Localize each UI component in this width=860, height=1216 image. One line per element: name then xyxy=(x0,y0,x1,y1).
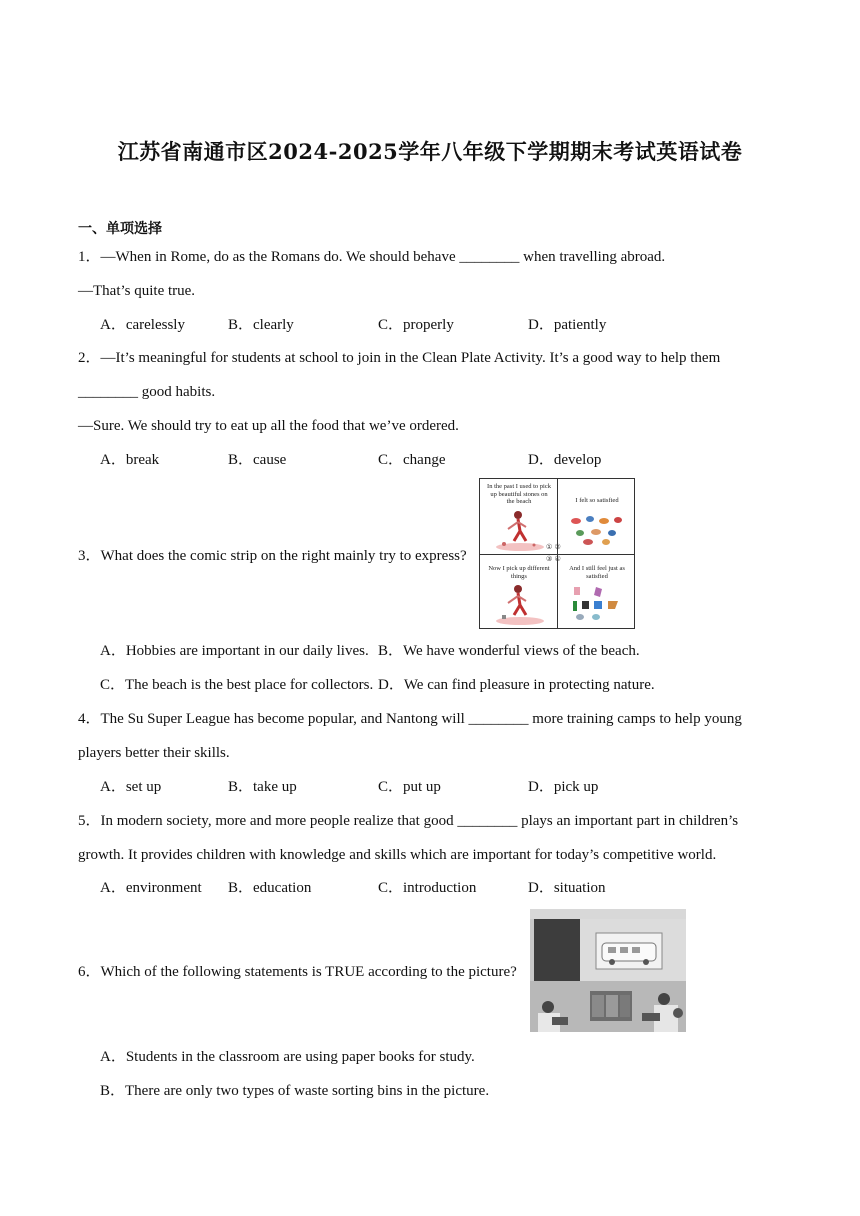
comic-panel-numbers-top: ① ② xyxy=(546,543,561,551)
q3-option-a[interactable]: A．Hobbies are important in our daily lives. xyxy=(100,643,369,659)
section-heading: 一、单项选择 xyxy=(78,221,162,237)
q1-option-b[interactable]: B．clearly xyxy=(228,317,294,333)
q3-option-b[interactable]: B．We have wonderful views of the beach. xyxy=(378,643,640,659)
q1-option-a[interactable]: A．carelessly xyxy=(100,317,185,333)
comic-panel-2-stones xyxy=(568,513,628,547)
q1-option-c[interactable]: C．properly xyxy=(378,317,454,333)
q2-option-a[interactable]: A．break xyxy=(100,452,160,468)
q1-line-1: 1．—When in Rome, do as the Romans do. We should behave ________ when travelling abroad. xyxy=(78,249,666,265)
q4-option-c[interactable]: C．put up xyxy=(378,779,441,795)
q5-option-c[interactable]: C．introduction xyxy=(378,880,477,896)
comic-panel-1-figure xyxy=(494,507,546,553)
q2-line-3: —Sure. We should try to eat up all the food that we’ve ordered. xyxy=(78,418,459,434)
q1-option-d[interactable]: D．patiently xyxy=(528,317,607,333)
q3-line-1: 3．What does the comic strip on the right mainly try to express? xyxy=(78,548,467,564)
q6-option-a[interactable]: A．Students in the classroom are using paper books for study. xyxy=(100,1049,475,1065)
comic-panel-1-caption: In the past I used to pick up beautiful stones on the beach xyxy=(487,483,551,505)
q4-option-b[interactable]: B．take up xyxy=(228,779,297,795)
q2-option-c[interactable]: C．change xyxy=(378,452,446,468)
comic-panel-3-caption: Now I pick up different things xyxy=(488,565,550,580)
q2-option-b[interactable]: B．cause xyxy=(228,452,287,468)
comic-strip xyxy=(479,478,635,629)
q6-line-1: 6．Which of the following statements is TRUE according to the picture? xyxy=(78,964,517,980)
classroom-photo xyxy=(530,909,686,1032)
q2-option-d[interactable]: D．develop xyxy=(528,452,602,468)
q4-line-2: players better their skills. xyxy=(78,745,230,761)
q5-option-b[interactable]: B．education xyxy=(228,880,312,896)
q5-line-2: growth. It provides children with knowledge and skills which are important for today’s competitive world. xyxy=(78,847,717,863)
q5-option-d[interactable]: D．situation xyxy=(528,880,606,896)
q2-line-2: ________ good habits. xyxy=(78,384,216,400)
q5-line-1: 5．In modern society, more and more people realize that good ________ plays an important part in children’s xyxy=(78,813,739,829)
comic-panel-3-figure xyxy=(494,581,546,627)
q2-line-1: 2．—It’s meaningful for students at school to join in the Clean Plate Activity. It’s a good way to help them xyxy=(78,350,721,366)
comic-panel-numbers-bottom: ③ ④ xyxy=(546,555,561,563)
comic-panel-4-caption: And I still feel just as satisfied xyxy=(569,565,625,580)
comic-panel-2-caption: I felt so satisfied xyxy=(575,497,619,504)
q3-option-d[interactable]: D．We can find pleasure in protecting nature. xyxy=(378,677,655,693)
q4-option-a[interactable]: A．set up xyxy=(100,779,162,795)
q4-line-1: 4．The Su Super League has become popular, and Nantong will ________ more training camps to help young xyxy=(78,711,742,727)
q4-option-d[interactable]: D．pick up xyxy=(528,779,599,795)
q3-option-c[interactable]: C．The beach is the best place for collectors. xyxy=(100,677,374,693)
page-title: 江苏省南通市区2024-2025学年八年级下学期期末考试英语试卷 xyxy=(117,139,743,164)
comic-panel-4-trash xyxy=(568,585,628,625)
q1-line-2: —That’s quite true. xyxy=(78,283,196,299)
q5-option-a[interactable]: A．environment xyxy=(100,880,202,896)
q6-option-b[interactable]: B．There are only two types of waste sorting bins in the picture. xyxy=(100,1083,490,1099)
